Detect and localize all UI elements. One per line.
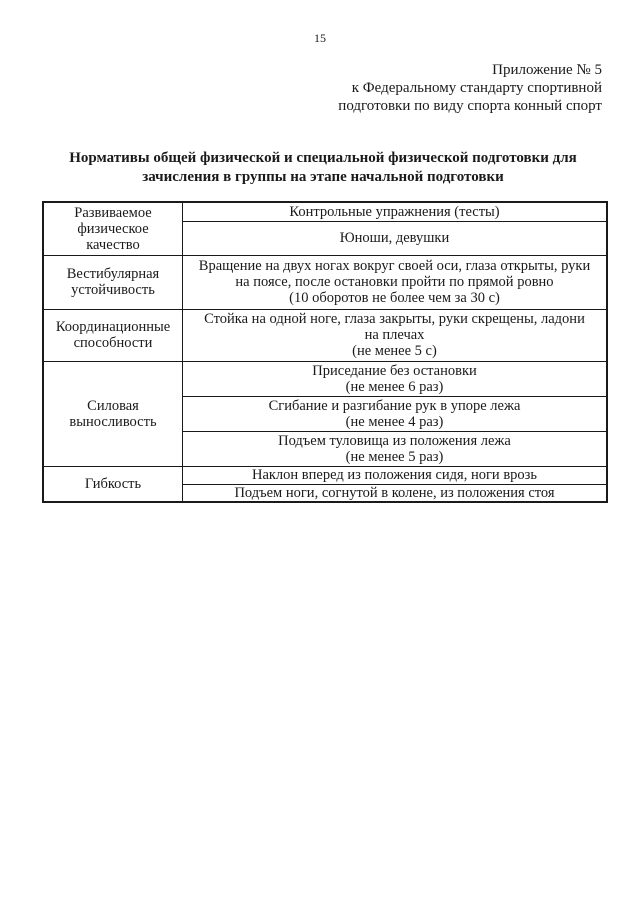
strength-quality-line-2: выносливость xyxy=(69,413,157,430)
header-gender-cell xyxy=(183,221,608,255)
vestibular-test-cell xyxy=(183,255,608,309)
strength-test-1-line-2: (не менее 6 раз) xyxy=(345,378,444,395)
norms-table xyxy=(42,201,608,503)
document-title-line-1: Нормативы общей физической и специальной физической подготовки для xyxy=(69,150,577,166)
table-row-coordination xyxy=(43,309,607,361)
appendix-sport: подготовки по виду спорта конный спорт xyxy=(338,98,602,114)
coordination-test-line-3: (не менее 5 с) xyxy=(352,343,437,359)
coordination-test-cell xyxy=(183,309,608,361)
strength-test-3-line-2: (не менее 5 раз) xyxy=(345,448,444,465)
vestibular-quality-line-1: Вестибулярная xyxy=(66,266,160,282)
coordination-quality-cell xyxy=(43,309,183,361)
strength-test-1-cell xyxy=(183,361,608,396)
page-number: 15 xyxy=(314,31,326,45)
vestibular-test-line-2: на поясе, после остановки пройти по прямой ровно xyxy=(235,274,554,290)
header-quality-line-3: качество xyxy=(86,236,140,253)
flexibility-quality-cell xyxy=(43,466,183,502)
flexibility-test-2-cell xyxy=(183,484,608,502)
coordination-quality-line-1: Координационные xyxy=(55,319,171,335)
coordination-quality-line-2: способности xyxy=(73,335,153,351)
strength-test-2-line-1: Сгибание и разгибание рук в упоре лежа xyxy=(268,397,521,414)
document-title-line-2: зачисления в группы на этапе начальной подготовки xyxy=(142,169,504,185)
vestibular-quality-line-2: устойчивость xyxy=(71,282,155,298)
document-title xyxy=(40,149,606,187)
table-row-strength-1 xyxy=(43,361,607,396)
strength-test-2-cell xyxy=(183,396,608,431)
coordination-test-line-2: на плечах xyxy=(364,327,425,343)
strength-test-2-line-2: (не менее 4 раз) xyxy=(345,413,444,430)
strength-test-3-line-1: Подъем туловища из положения лежа xyxy=(278,432,511,449)
flexibility-test-2-label: Подъем ноги, согнутой в колене, из положения стоя xyxy=(234,484,555,501)
flexibility-test-1-label: Наклон вперед из положения сидя, ноги врозь xyxy=(251,467,537,483)
strength-test-3-cell xyxy=(183,431,608,466)
header-quality-line-2: физическое xyxy=(77,220,149,237)
header-quality-cell xyxy=(43,202,183,255)
vestibular-quality-cell xyxy=(43,255,183,309)
vestibular-test-line-3: (10 оборотов не более чем за 30 с) xyxy=(289,290,500,306)
strength-quality-line-1: Силовая xyxy=(87,397,139,414)
vestibular-test-line-1: Вращение на двух ногах вокруг своей оси, глаза открыты, руки xyxy=(198,258,591,274)
flexibility-quality-label: Гибкость xyxy=(84,475,142,492)
header-tests-label: Контрольные упражнения (тесты) xyxy=(289,203,500,220)
strength-test-1-line-1: Приседание без остановки xyxy=(312,362,477,379)
coordination-test-line-1: Стойка на одной ноге, глаза закрыты, руки скрещены, ладони xyxy=(204,311,585,327)
table-row-header-1 xyxy=(43,202,607,221)
flexibility-test-1-cell xyxy=(183,466,608,484)
appendix-standard: к Федеральному стандарту спортивной xyxy=(351,80,602,96)
appendix-number: Приложение № 5 xyxy=(492,62,602,78)
appendix-header xyxy=(338,61,602,115)
table-row-vestibular xyxy=(43,255,607,309)
header-tests-cell xyxy=(183,202,608,221)
table-row-flexibility-1 xyxy=(43,466,607,484)
strength-quality-cell xyxy=(43,361,183,466)
header-gender-label: Юноши, девушки xyxy=(339,230,450,246)
header-quality-line-1: Развиваемое xyxy=(74,204,152,221)
